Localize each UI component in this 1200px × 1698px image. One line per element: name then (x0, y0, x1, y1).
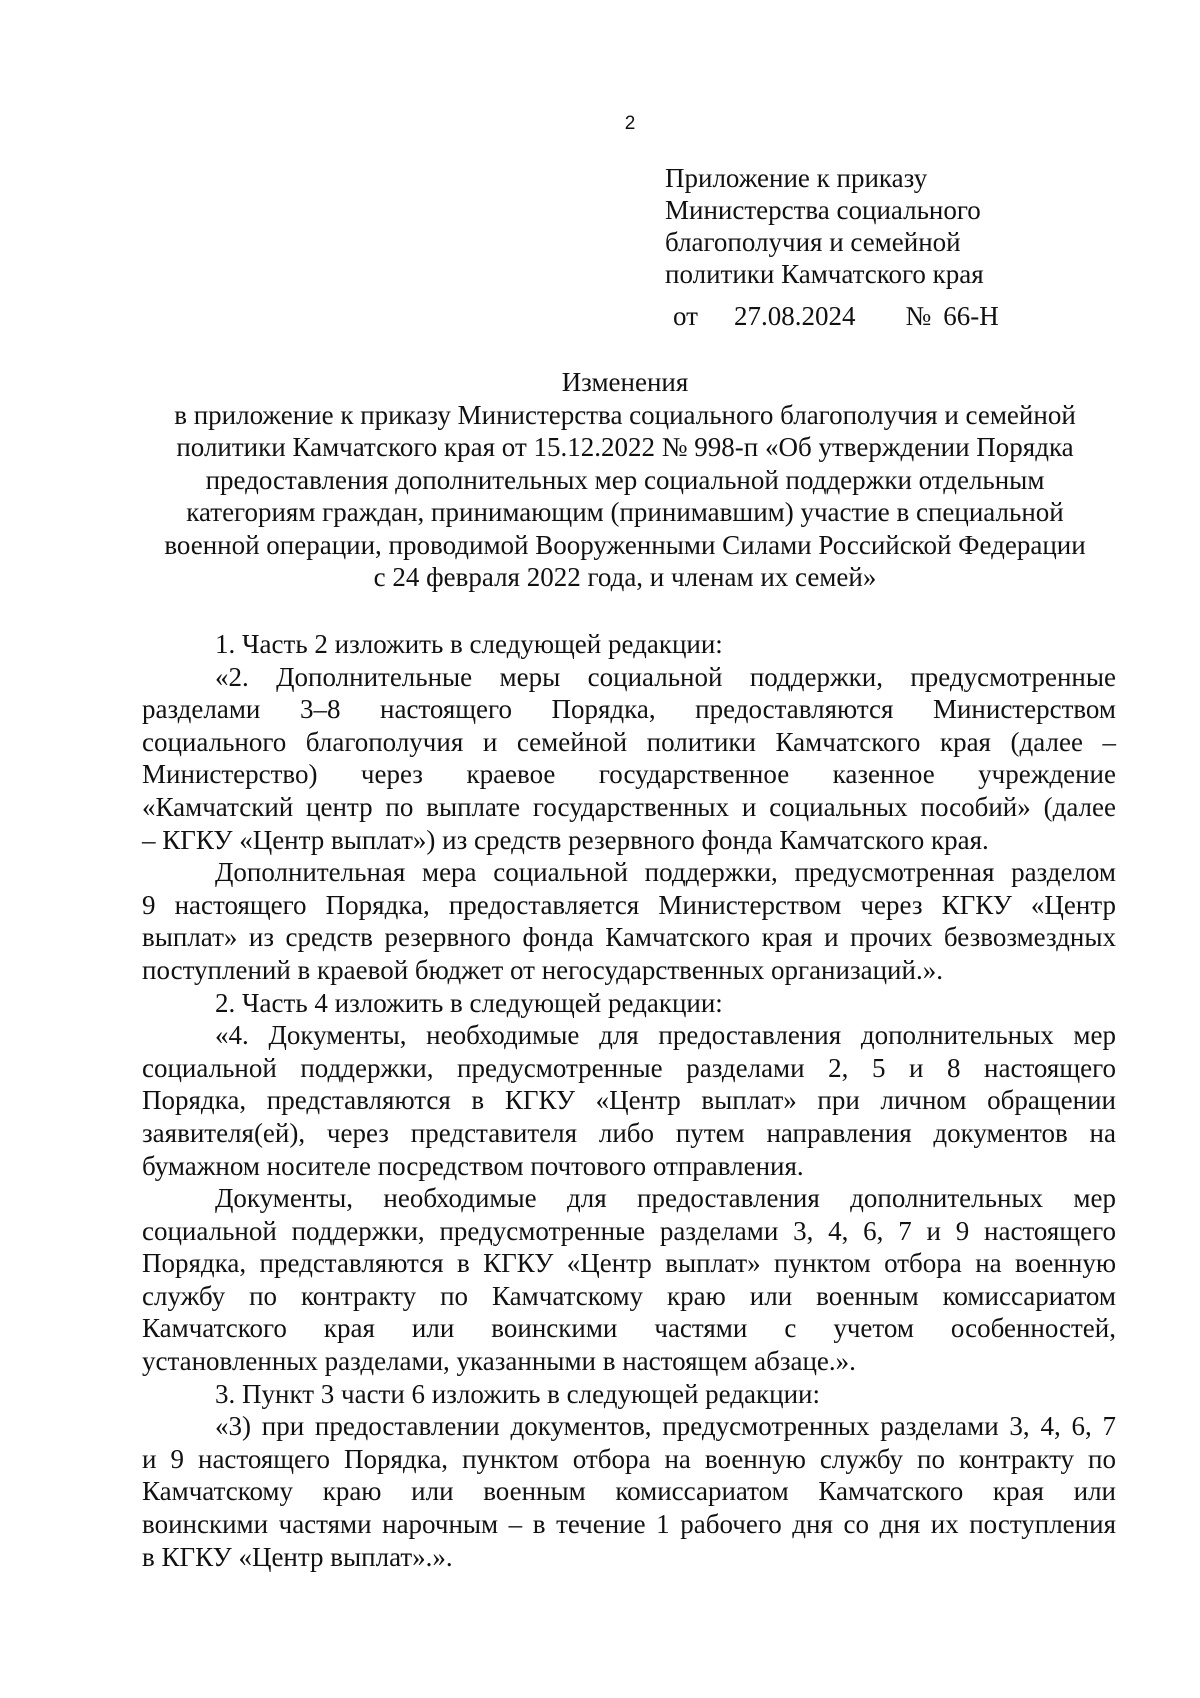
body-line: Дополнительная мера социальной поддержки, предусмотренная разделом (215, 857, 1116, 888)
body-line: в КГКУ «Центр выплат».». (142, 1541, 453, 1572)
body-line: поступлений в краевой бюджет от негосударственных организаций.». (142, 954, 943, 985)
appendix-header (665, 162, 1105, 332)
body-line: «3) при предоставлении документов, предусмотренных разделами 3, 4, 6, 7 (215, 1411, 1116, 1442)
order-number: 66-Н (943, 301, 999, 331)
document-body (142, 628, 1116, 1573)
appendix-line: политики Камчатского края (665, 259, 984, 289)
appendix-line: благополучия и семейной (665, 227, 961, 257)
section-heading-1: 1. Часть 2 изложить в следующей редакции: (215, 629, 723, 659)
body-line: социальной поддержки, предусмотренные разделами 2, 5 и 8 настоящего (142, 1052, 1116, 1083)
body-line: 9 настоящего Порядка, предоставляется Министерством через КГКУ «Центр (142, 889, 1116, 920)
body-line: «Камчатский центр по выплате государственных и социальных пособий» (далее (142, 791, 1116, 822)
body-line: Министерство) через краевое государственное казенное учреждение (142, 759, 1116, 790)
body-line: «2. Дополнительные меры социальной поддержки, предусмотренные (215, 661, 1116, 692)
title-line: военной операции, проводимой Вооруженными Силами Российской Федерации (164, 529, 1086, 560)
body-line: установленных разделами, указанными в настоящем абзаце.». (142, 1346, 856, 1377)
page-number: 2 (624, 113, 636, 134)
body-line: заявителя(ей), через представителя либо путем направления документов на (142, 1117, 1116, 1148)
body-line: – КГКУ «Центр выплат») из средств резервного фонда Камчатского края. (142, 824, 989, 855)
order-reference (665, 300, 1105, 332)
body-line: Порядка, представляются в КГКУ «Центр выплат» пунктом отбора на военную (142, 1248, 1116, 1279)
order-from-label: от (673, 301, 698, 331)
body-line: социальной поддержки, предусмотренные разделами 3, 4, 6, 7 и 9 настоящего (142, 1215, 1116, 1246)
section-heading-3: 3. Пункт 3 части 6 изложить в следующей редакции: (215, 1378, 820, 1409)
body-line: Камчатского края или воинскими частями с учетом особенностей, (142, 1313, 1116, 1344)
order-date: 27.08.2024 (733, 301, 856, 331)
body-line: выплат» из средств резервного фонда Камчатского края и прочих безвозмездных (142, 922, 1116, 953)
title-line: категориям граждан, принимающим (принимавшим) участие в специальной (186, 497, 1064, 527)
appendix-line: Приложение к приказу (665, 163, 928, 193)
body-line: бумажном носителе посредством почтового отправления. (142, 1150, 804, 1181)
body-line: «4. Документы, необходимые для предоставления дополнительных мер (215, 1020, 1116, 1051)
title-line: с 24 февраля 2022 года, и членам их семей» (373, 562, 877, 592)
body-line: разделами 3–8 настоящего Порядка, предоставляются Министерством (142, 694, 1116, 725)
title-line: предоставления дополнительных мер социальной поддержки отдельным (205, 464, 1045, 495)
order-number-sign: № (905, 301, 932, 331)
body-line: воинскими частями нарочным – в течение 1 рабочего дня со дня их поступления (142, 1509, 1116, 1540)
body-line: службу по контракту по Камчатскому краю или военным комиссариатом (142, 1280, 1116, 1311)
body-line: Документы, необходимые для предоставления дополнительных мер (215, 1183, 1116, 1214)
body-line: Камчатскому краю или военным комиссариатом Камчатского края или (142, 1476, 1116, 1507)
body-line: социального благополучия и семейной политики Камчатского края (далее – (142, 726, 1116, 757)
title-line: политики Камчатского края от 15.12.2022 № 998-п «Об утверждении Порядка (176, 432, 1074, 462)
body-line: и 9 настоящего Порядка, пунктом отбора на военную службу по контракту по (142, 1443, 1116, 1474)
title-heading: Изменения (561, 367, 689, 397)
section-heading-2: 2. Часть 4 изложить в следующей редакции: (215, 987, 723, 1018)
appendix-line: Министерства социального (665, 195, 981, 225)
document-title (130, 366, 1120, 594)
title-line: в приложение к приказу Министерства социального благополучия и семейной (174, 399, 1076, 430)
body-line: Порядка, представляются в КГКУ «Центр выплат» при личном обращении (142, 1085, 1116, 1116)
